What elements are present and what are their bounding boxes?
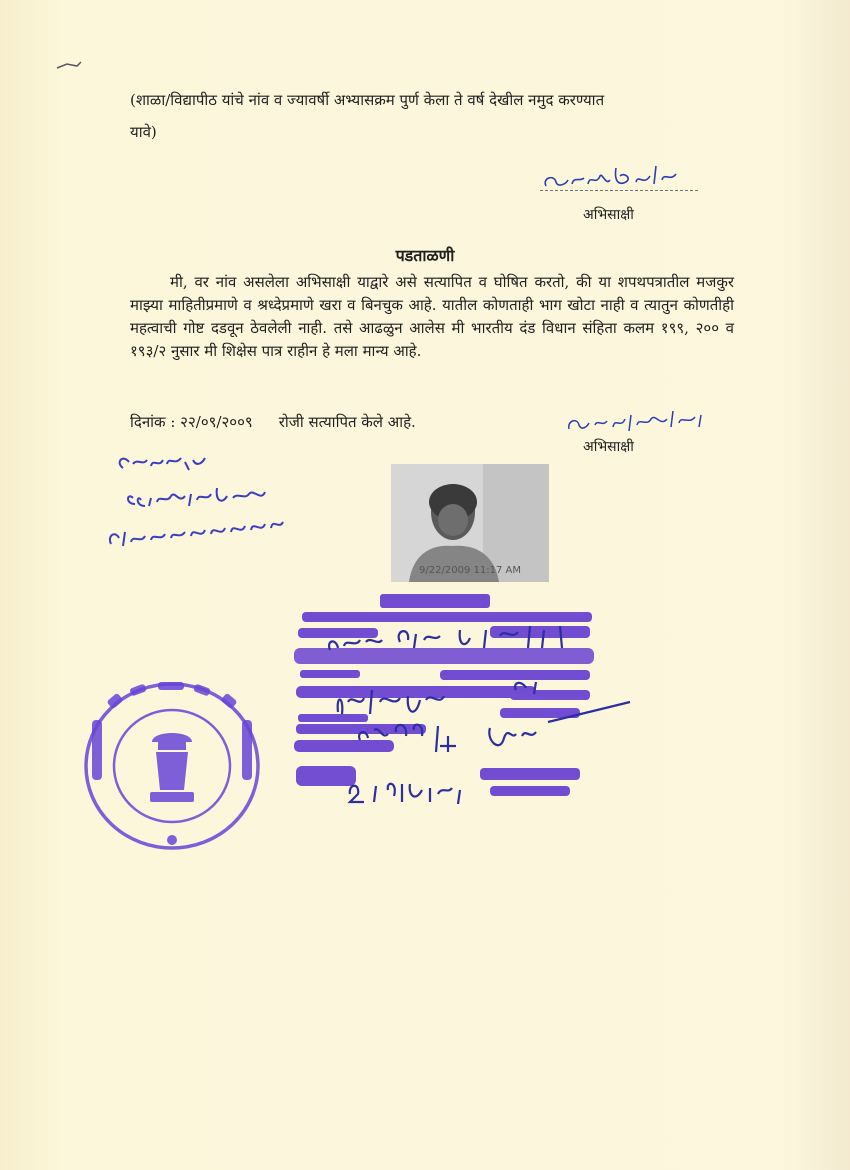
witness-label-top: अभिसाक्षी — [583, 207, 634, 223]
scan-mark — [55, 58, 85, 74]
instruction-note-line1: (शाळा/विद्यापीठ यांचे नांव व ज्यावर्षी अभ्यासक्रम पुर्ण केला ते वर्ष देखील नमुद करण्यात — [130, 91, 605, 109]
handwritten-attestation — [105, 448, 295, 563]
photo-timestamp: 9/22/2009 11:17 AM — [419, 565, 521, 576]
verification-paragraph — [130, 271, 734, 363]
official-seal — [82, 680, 264, 852]
affidavit-stamp — [290, 590, 600, 805]
verification-text: मी, वर नांव असलेला अभिसाक्षी याद्वारे असे सत्यापित व घोषित करतो, की या शपथपत्रातील मजकुर माझ्या माहितीप्रमाणे व श्रध्देप्रमाणे खरा व बिनचुक आहे. यातील कोणताही भाग खोटा नाही व त्यातुन कोणतीही महत्वाची गोष्ट दडवून ठेवलेली नाही. तसे आढळुन आलेस मी भारतीय दंड विधान संहिता कलम १९९, २०० व १९३/२ नुसार मी शिक्षेस पात्र राहीन हे मला मान्य आहे. — [130, 273, 734, 360]
date-line — [130, 411, 416, 433]
instruction-note-line2: यावे) — [130, 123, 157, 141]
witness-label-bottom: अभिसाक्षी — [583, 439, 634, 455]
date-label: दिनांक : २२/०९/२००९ — [130, 413, 253, 431]
signature-line — [540, 190, 698, 191]
date-suffix: रोजी सत्यापित केले आहे. — [278, 413, 416, 431]
applicant-photo — [391, 464, 549, 582]
verification-heading: पडताळणी — [395, 246, 455, 265]
witness-signature-bottom — [565, 405, 715, 437]
